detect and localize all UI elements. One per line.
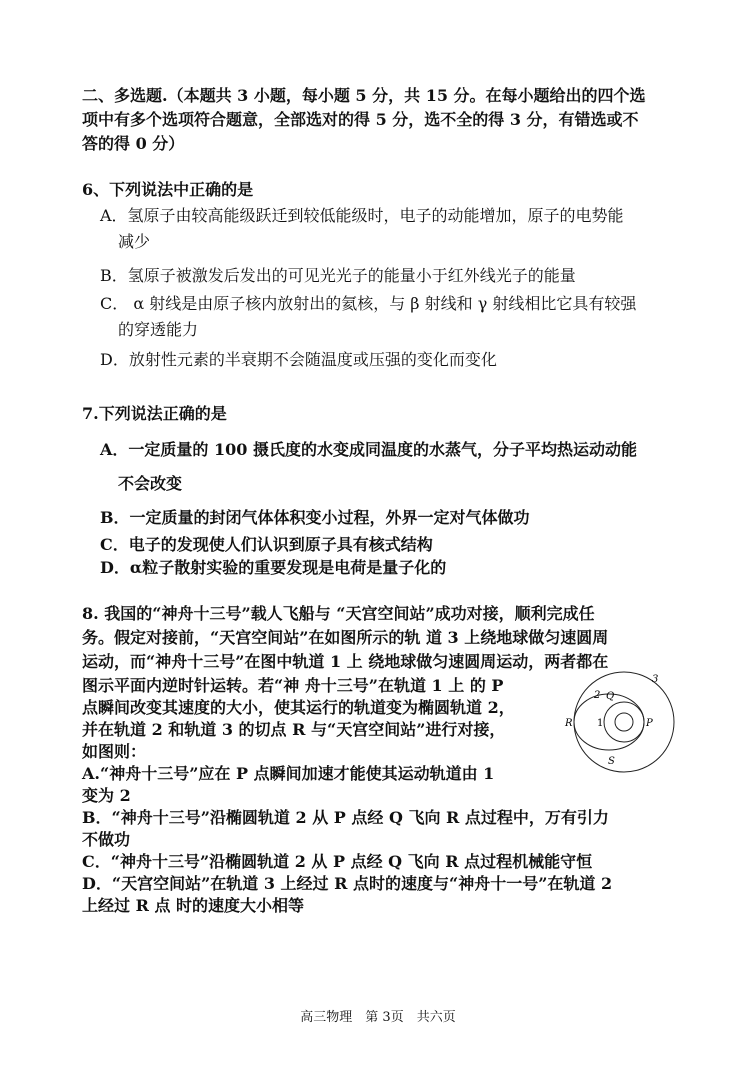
- q6-option-b: B．氢原子被激发后发出的可见光光子的能量小于红外线光子的能量: [100, 266, 576, 285]
- q7-stem: 7.下列说法正确的是: [82, 404, 227, 423]
- orbit-diagram: [562, 668, 682, 778]
- label-q: Q: [606, 691, 615, 702]
- section-header-line-3: 答的得 0 分）: [82, 134, 185, 153]
- q8-option-d-cont: 上经过 R 点 时的速度大小相等: [82, 896, 305, 915]
- q8-line-1: 8. 我国的“神舟十三号”载人飞船与 “天宫空间站”成功对接，顺利完成任: [82, 604, 595, 623]
- q8-line-5: 点瞬间改变其速度的大小，使其运行的轨道变为椭圆轨道 2，: [82, 698, 515, 717]
- q8-option-a: A.“神舟十三号”应在 P 点瞬间加速才能使其运动轨道由 1: [82, 764, 495, 783]
- q6-option-a: A．氢原子由较高能级跃迁到较低能级时，电子的动能增加，原子的电势能: [100, 206, 624, 225]
- q6-stem: 6、下列说法中正确的是: [82, 180, 254, 199]
- q6-option-c: C． α 射线是由原子核内放射出的氦核，与 β 射线和 γ 射线相比它具有较强: [100, 294, 637, 313]
- q7-option-c: C．电子的发现使人们认识到原子具有核式结构: [100, 535, 433, 554]
- q8-line-7: 如图则：: [82, 742, 147, 761]
- q8-line-2: 务。假定对接前，“天宫空间站”在如图所示的轨 道 3 上绕地球做匀速圆周: [82, 628, 609, 647]
- label-s: S: [608, 756, 615, 767]
- label-orbit-3: 3: [652, 674, 659, 685]
- q8-option-a-cont: 变为 2: [82, 786, 131, 805]
- q6-option-d: D．放射性元素的半衰期不会随温度或压强的变化而变化: [100, 350, 497, 369]
- q7-option-b: B．一定质量的封闭气体体积变小过程，外界一定对气体做功: [100, 508, 530, 527]
- q7-option-a-cont: 不会改变: [118, 474, 183, 493]
- page-footer: 高三物理 第 3页 共六页: [300, 1010, 456, 1025]
- q7-option-d: D．α粒子散射实验的重要发现是电荷是量子化的: [100, 558, 447, 577]
- earth-circle: [615, 713, 633, 731]
- q8-option-b: B．“神舟十三号”沿椭圆轨道 2 从 P 点经 Q 飞向 R 点过程中，万有引力: [82, 808, 609, 827]
- q8-option-c: C．“神舟十三号”沿椭圆轨道 2 从 P 点经 Q 飞向 R 点过程机械能守恒: [82, 852, 593, 871]
- q6-option-c-cont: 的穿透能力: [118, 320, 199, 339]
- q8-line-6: 并在轨道 2 和轨道 3 的切点 R 与“天宫空间站”进行对接，: [82, 720, 506, 739]
- label-r: R: [565, 718, 573, 729]
- q8-option-b-cont: 不做功: [82, 830, 131, 849]
- section-header-line-1: 二、多选题.（本题共 3 小题，每小题 5 分，共 15 分。在每小题给出的四个选: [82, 86, 646, 105]
- label-orbit-2: 2: [594, 690, 601, 701]
- q8-line-3: 运动，而“神舟十三号”在图中轨道 1 上 绕地球做匀速圆周运动，两者都在: [82, 652, 609, 671]
- q7-option-a: A．一定质量的 100 摄氏度的水变成同温度的水蒸气，分子平均热运动动能: [100, 440, 637, 459]
- label-orbit-1: 1: [597, 718, 604, 729]
- section-header-line-2: 项中有多个选项符合题意，全部选对的得 5 分，选不全的得 3 分，有错选或不: [82, 110, 639, 129]
- q8-line-4: 图示平面内逆时针运转。若“神 舟十三号”在轨道 1 上 的 P: [82, 676, 504, 695]
- q6-option-a-cont: 减少: [118, 232, 151, 251]
- orbit-1-circle: [604, 702, 644, 742]
- q8-option-d: D．“天宫空间站”在轨道 3 上经过 R 点时的速度与“神舟十一号”在轨道 2: [82, 874, 613, 893]
- label-p: P: [646, 718, 653, 729]
- orbit-3-circle: [574, 672, 674, 772]
